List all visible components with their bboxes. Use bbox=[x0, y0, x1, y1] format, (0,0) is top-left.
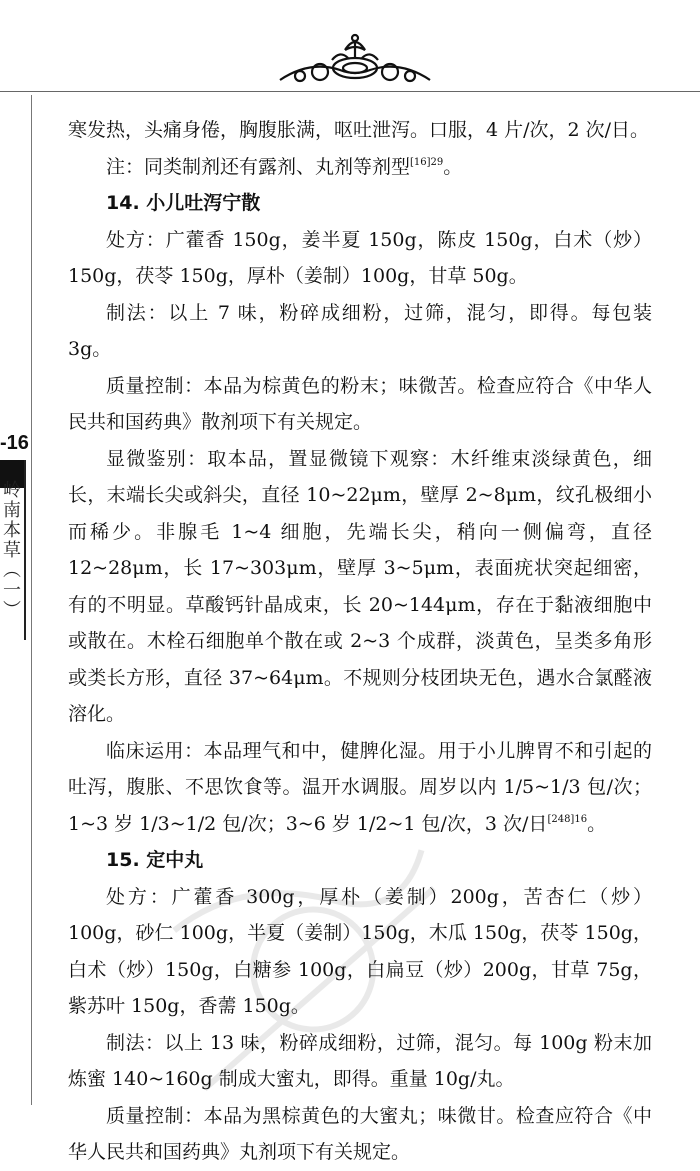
header-ornament-icon bbox=[270, 30, 440, 90]
sentence-end: 。 bbox=[443, 155, 463, 178]
paragraph bbox=[68, 879, 652, 1025]
margin-rule bbox=[31, 95, 32, 1105]
page-number: -16 bbox=[0, 432, 29, 454]
body-text bbox=[68, 112, 652, 1171]
paragraph bbox=[68, 1025, 652, 1098]
paragraph-text: 质量控制：本品为棕黄色的粉末；味微苦。检查应符合《中华人民共和国药典》散剂项下有关规定。 bbox=[68, 374, 652, 433]
paragraph-text: 15. 定中丸 bbox=[106, 849, 204, 871]
paragraph-text: 质量控制：本品为黑棕黄色的大蜜丸；味微甘。检查应符合《中华人民共和国药典》丸剂项下有关规定。 bbox=[68, 1104, 652, 1163]
note-paragraph bbox=[68, 733, 652, 843]
paragraph-text: 处方：广藿香 300g，厚朴（姜制）200g，苦杏仁（炒）100g，砂仁 100g，半夏（姜制）150g，木瓜 150g，茯苓 150g，白术（炒）150g，白糖参 100g，白扁豆（炒）200g，甘草 75g，紫苏叶 150g，香薷 150g。 bbox=[68, 885, 652, 1017]
header-rule bbox=[0, 91, 700, 92]
paragraph bbox=[68, 112, 652, 149]
paragraph bbox=[68, 1098, 652, 1171]
paragraph-text: 制法：以上 7 味，粉碎成细粉，过筛，混匀，即得。每包装 3g。 bbox=[68, 301, 652, 360]
paragraph bbox=[68, 295, 652, 368]
paragraph-text: 显微鉴别：取本品，置显微镜下观察：木纤维束淡绿黄色，细长，末端长尖或斜尖，直径 10~22μm，壁厚 2~8μm，纹孔极细小而稀少。非腺毛 1~4 细胞，先端长尖，稍向一侧偏弯，直径 12~28μm，长 17~303μm，壁厚 3~5μm，表面疣状突起细密，有的不明显。草酸钙针晶成束，长 20~144μm，存在于黏液细胞中或散在。木栓石细胞单个散在或 2~3 个成群，淡黄色，呈类多角形或类长方形，直径 37~64μm。不规则分枝团块无色，遇水合氯醛液溶化。 bbox=[68, 447, 652, 725]
paragraph-text: 寒发热，头痛身倦，胸腹胀满，呕吐泄泻。口服，4 片/次，2 次/日。 bbox=[68, 119, 650, 141]
section-heading bbox=[68, 185, 652, 222]
paragraph-text: 14. 小儿吐泻宁散 bbox=[106, 192, 261, 214]
sentence-end: 。 bbox=[587, 812, 607, 835]
paragraph bbox=[68, 222, 652, 295]
paragraph-text: 临床运用：本品理气和中，健脾化湿。用于小儿脾胃不和引起的吐泻，腹胀、不思饮食等。温开水调服。周岁以内 1/5~1/3 包/次；1~3 岁 1/3~1/2 包/次；3~6 岁 1/2~1 包/次，3 次/日 bbox=[68, 739, 652, 835]
note-paragraph bbox=[68, 149, 652, 186]
side-title: 岭南本草（一） bbox=[0, 480, 21, 620]
paragraph bbox=[68, 441, 652, 733]
paragraph-text: 制法：以上 13 味，粉碎成细粉，过筛，混匀。每 100g 粉末加炼蜜 140~160g 制成大蜜丸，即得。重量 10g/丸。 bbox=[68, 1031, 652, 1090]
paragraph-text: 处方：广藿香 150g，姜半夏 150g，陈皮 150g，白术（炒）150g，茯苓 150g，厚朴（姜制）100g，甘草 50g。 bbox=[68, 228, 652, 287]
citation-ref: [16]29 bbox=[410, 156, 444, 168]
citation-ref: [248]16 bbox=[547, 813, 588, 825]
paragraph bbox=[68, 368, 652, 441]
section-heading bbox=[68, 842, 652, 879]
paragraph-text: 注：同类制剂还有露剂、丸剂等剂型 bbox=[106, 155, 411, 178]
